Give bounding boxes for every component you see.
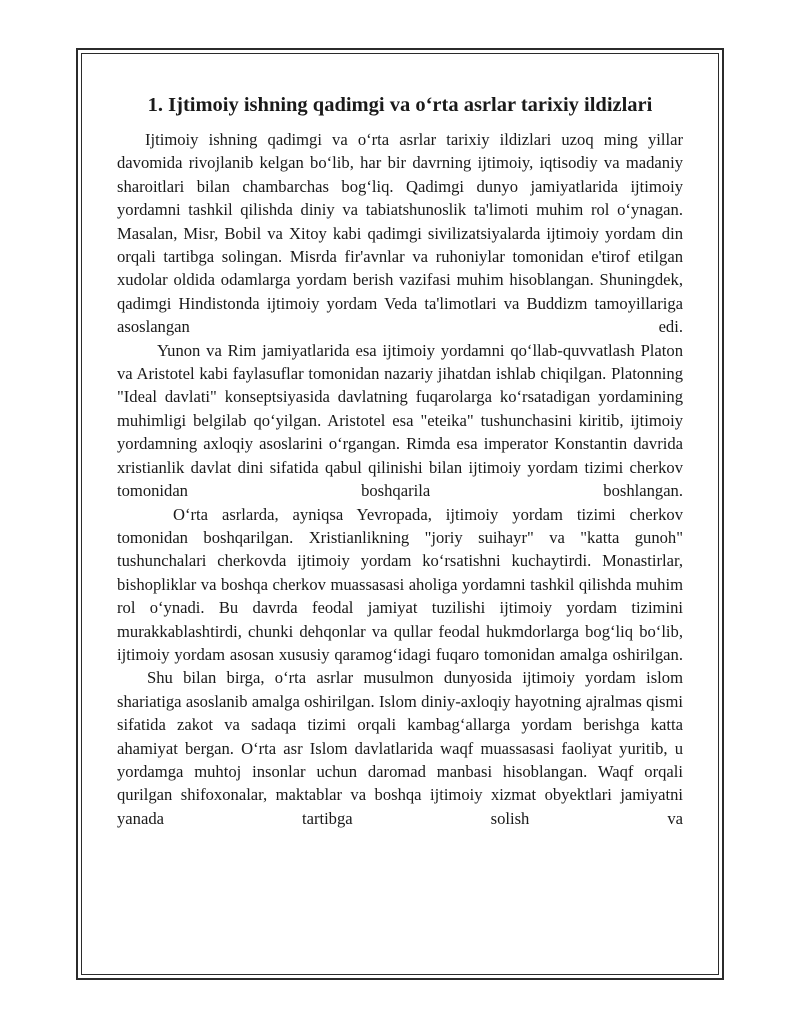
- paragraph-2: Yunon va Rim jamiyatlarida esa ijtimoiy yordamni qo‘llab-quvvatlash Platon va Aristotel kabi faylasuflar tomonidan nazariy jihatdan ishlab chiqilgan. Platonning "Ideal davlati" konseptsiyasida davlatning fuqarolarga ko‘rsatadigan yordamining muhimligi belgilab qo‘yilgan. Aristotel esa "eteika" tushunchasini kiritib, ijtimoiy yordamning axloqiy asoslarini o‘rgangan. Rimda esa imperator Konstantin davrida xristianlik davlat dini sifatida qabul qilinishi bilan ijtimoiy yordam tizimi cherkov tomonidan boshqarila boshlangan.: [117, 340, 683, 501]
- document-body: [117, 92, 683, 830]
- paragraph-3: O‘rta asrlarda, ayniqsa Yevropada, ijtimoiy yordam tizimi cherkov tomonidan boshqarilgan. Xristianlikning "joriy suihayr" va "katta gunoh" tushunchalari cherkovda ijtimoiy yordam ko‘rsatishni kuchaytirdi. Monastirlar, bishopliklar va boshqa cherkov muassasasi aholiga yordamni tashkil qilishda muhim rol o‘ynadi. Bu davrda feodal jamiyat tuzilishi ijtimoiy yordam tizimini murakkablashtirdi, chunki dehqonlar va qullar feodal hukmdorlarga bog‘liq bo‘lib, ijtimoiy yordam asosan xususiy qaramog‘idagi fuqaro tomonidan amalga oshirilgan.: [117, 504, 683, 664]
- paragraph-4: Shu bilan birga, o‘rta asrlar musulmon dunyosida ijtimoiy yordam islom shariatiga asoslanib amalga oshirilgan. Islom diniy-axloqiy hayotning ajralmas qismi sifatida zakot va sadaqa tizimi orqali kambag‘allarga yordam berishga katta ahamiyat bergan. O‘rta asr Islom davlatlarida waqf muassasasi faoliyat yuritib, u yordamga muhtoj insonlar uchun daromad manbasi hisoblangan. Waqf orqali qurilgan shifoxonalar, maktablar va boshqa ijtimoiy xizmat obyektlari jamiyatni yanada tartibga solish va: [117, 668, 683, 828]
- section-title: 1. Ijtimoiy ishning qadimgi va o‘rta asrlar tarixiy ildizlari: [147, 94, 653, 116]
- paragraph-1: Ijtimoiy ishning qadimgi va o‘rta asrlar tarixiy ildizlari uzoq ming yillar davomida rivojlanib kelgan bo‘lib, har bir davrning ijtimoiy, iqtisodiy va madaniy sharoitlari bilan chambarchas bog‘liq. Qadimgi dunyo jamiyatlarida ijtimoiy yordamni tashkil qilishda diniy va tabiatshunoslik ta'limoti muhim rol o‘ynagan. Masalan, Misr, Bobil va Xitoy kabi qadimgi sivilizatsiyalarda ijtimoiy yordam din orqali tartibga solingan. Misrda fir'avnlar va ruhoniylar tomonidan e'tirof etilgan xudolar oldida odamlarga yordam berish vazifasi muhim hisoblangan. Shuningdek, qadimgi Hindistonda ijtimoiy yordam Veda ta'limotlari va Buddizm tamoyillariga asoslangan edi.: [117, 130, 683, 337]
